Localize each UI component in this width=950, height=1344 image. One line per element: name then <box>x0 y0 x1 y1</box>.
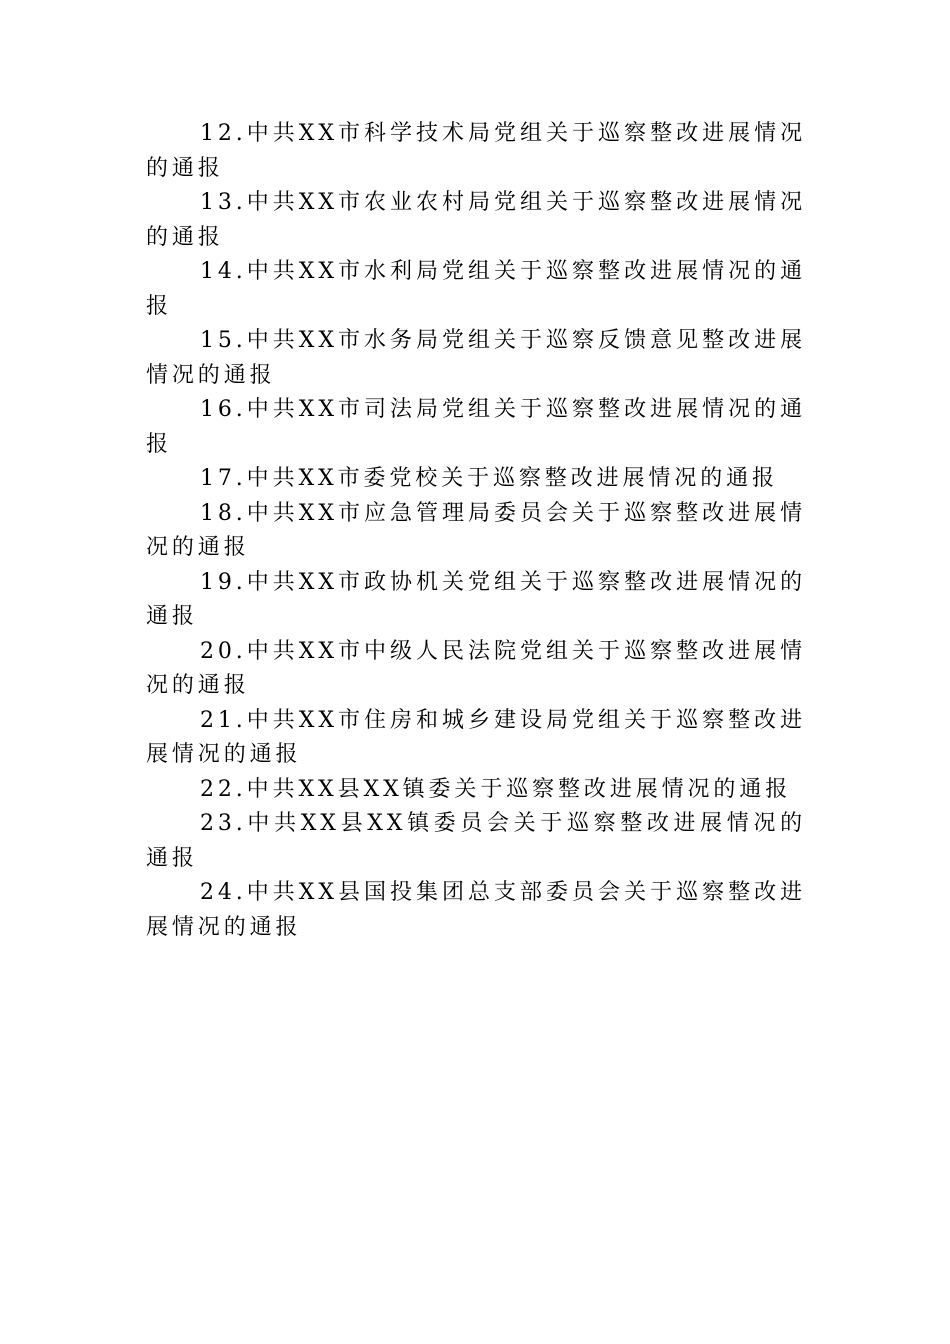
list-item: 22.中共XX县XX镇委关于巡察整改进展情况的通报 <box>200 776 792 802</box>
list-item: 12.中共XX市科学技术局党组关于巡察整改进展情况的通报 <box>146 121 806 181</box>
list-item: 16.中共XX市司法局党组关于巡察整改进展情况的通报 <box>146 397 806 457</box>
list-item: 14.中共XX市水利局党组关于巡察整改进展情况的通报 <box>146 259 806 319</box>
list-item: 19.中共XX市政协机关党组关于巡察整改进展情况的通报 <box>146 569 806 629</box>
list-item: 24.中共XX县国投集团总支部委员会关于巡察整改进展情况的通报 <box>146 880 806 940</box>
list-item: 15.中共XX市水务局党组关于巡察反馈意见整改进展情况的通报 <box>146 328 806 388</box>
list-item: 20.中共XX市中级人民法院党组关于巡察整改进展情况的通报 <box>146 638 806 698</box>
report-list <box>146 117 806 945</box>
list-item: 23.中共XX县XX镇委员会关于巡察整改进展情况的通报 <box>146 811 806 871</box>
list-item: 13.中共XX市农业农村局党组关于巡察整改进展情况的通报 <box>146 190 806 250</box>
list-item: 18.中共XX市应急管理局委员会关于巡察整改进展情况的通报 <box>146 500 806 560</box>
list-item: 21.中共XX市住房和城乡建设局党组关于巡察整改进展情况的通报 <box>146 707 806 767</box>
list-item: 17.中共XX市委党校关于巡察整改进展情况的通报 <box>200 466 778 491</box>
